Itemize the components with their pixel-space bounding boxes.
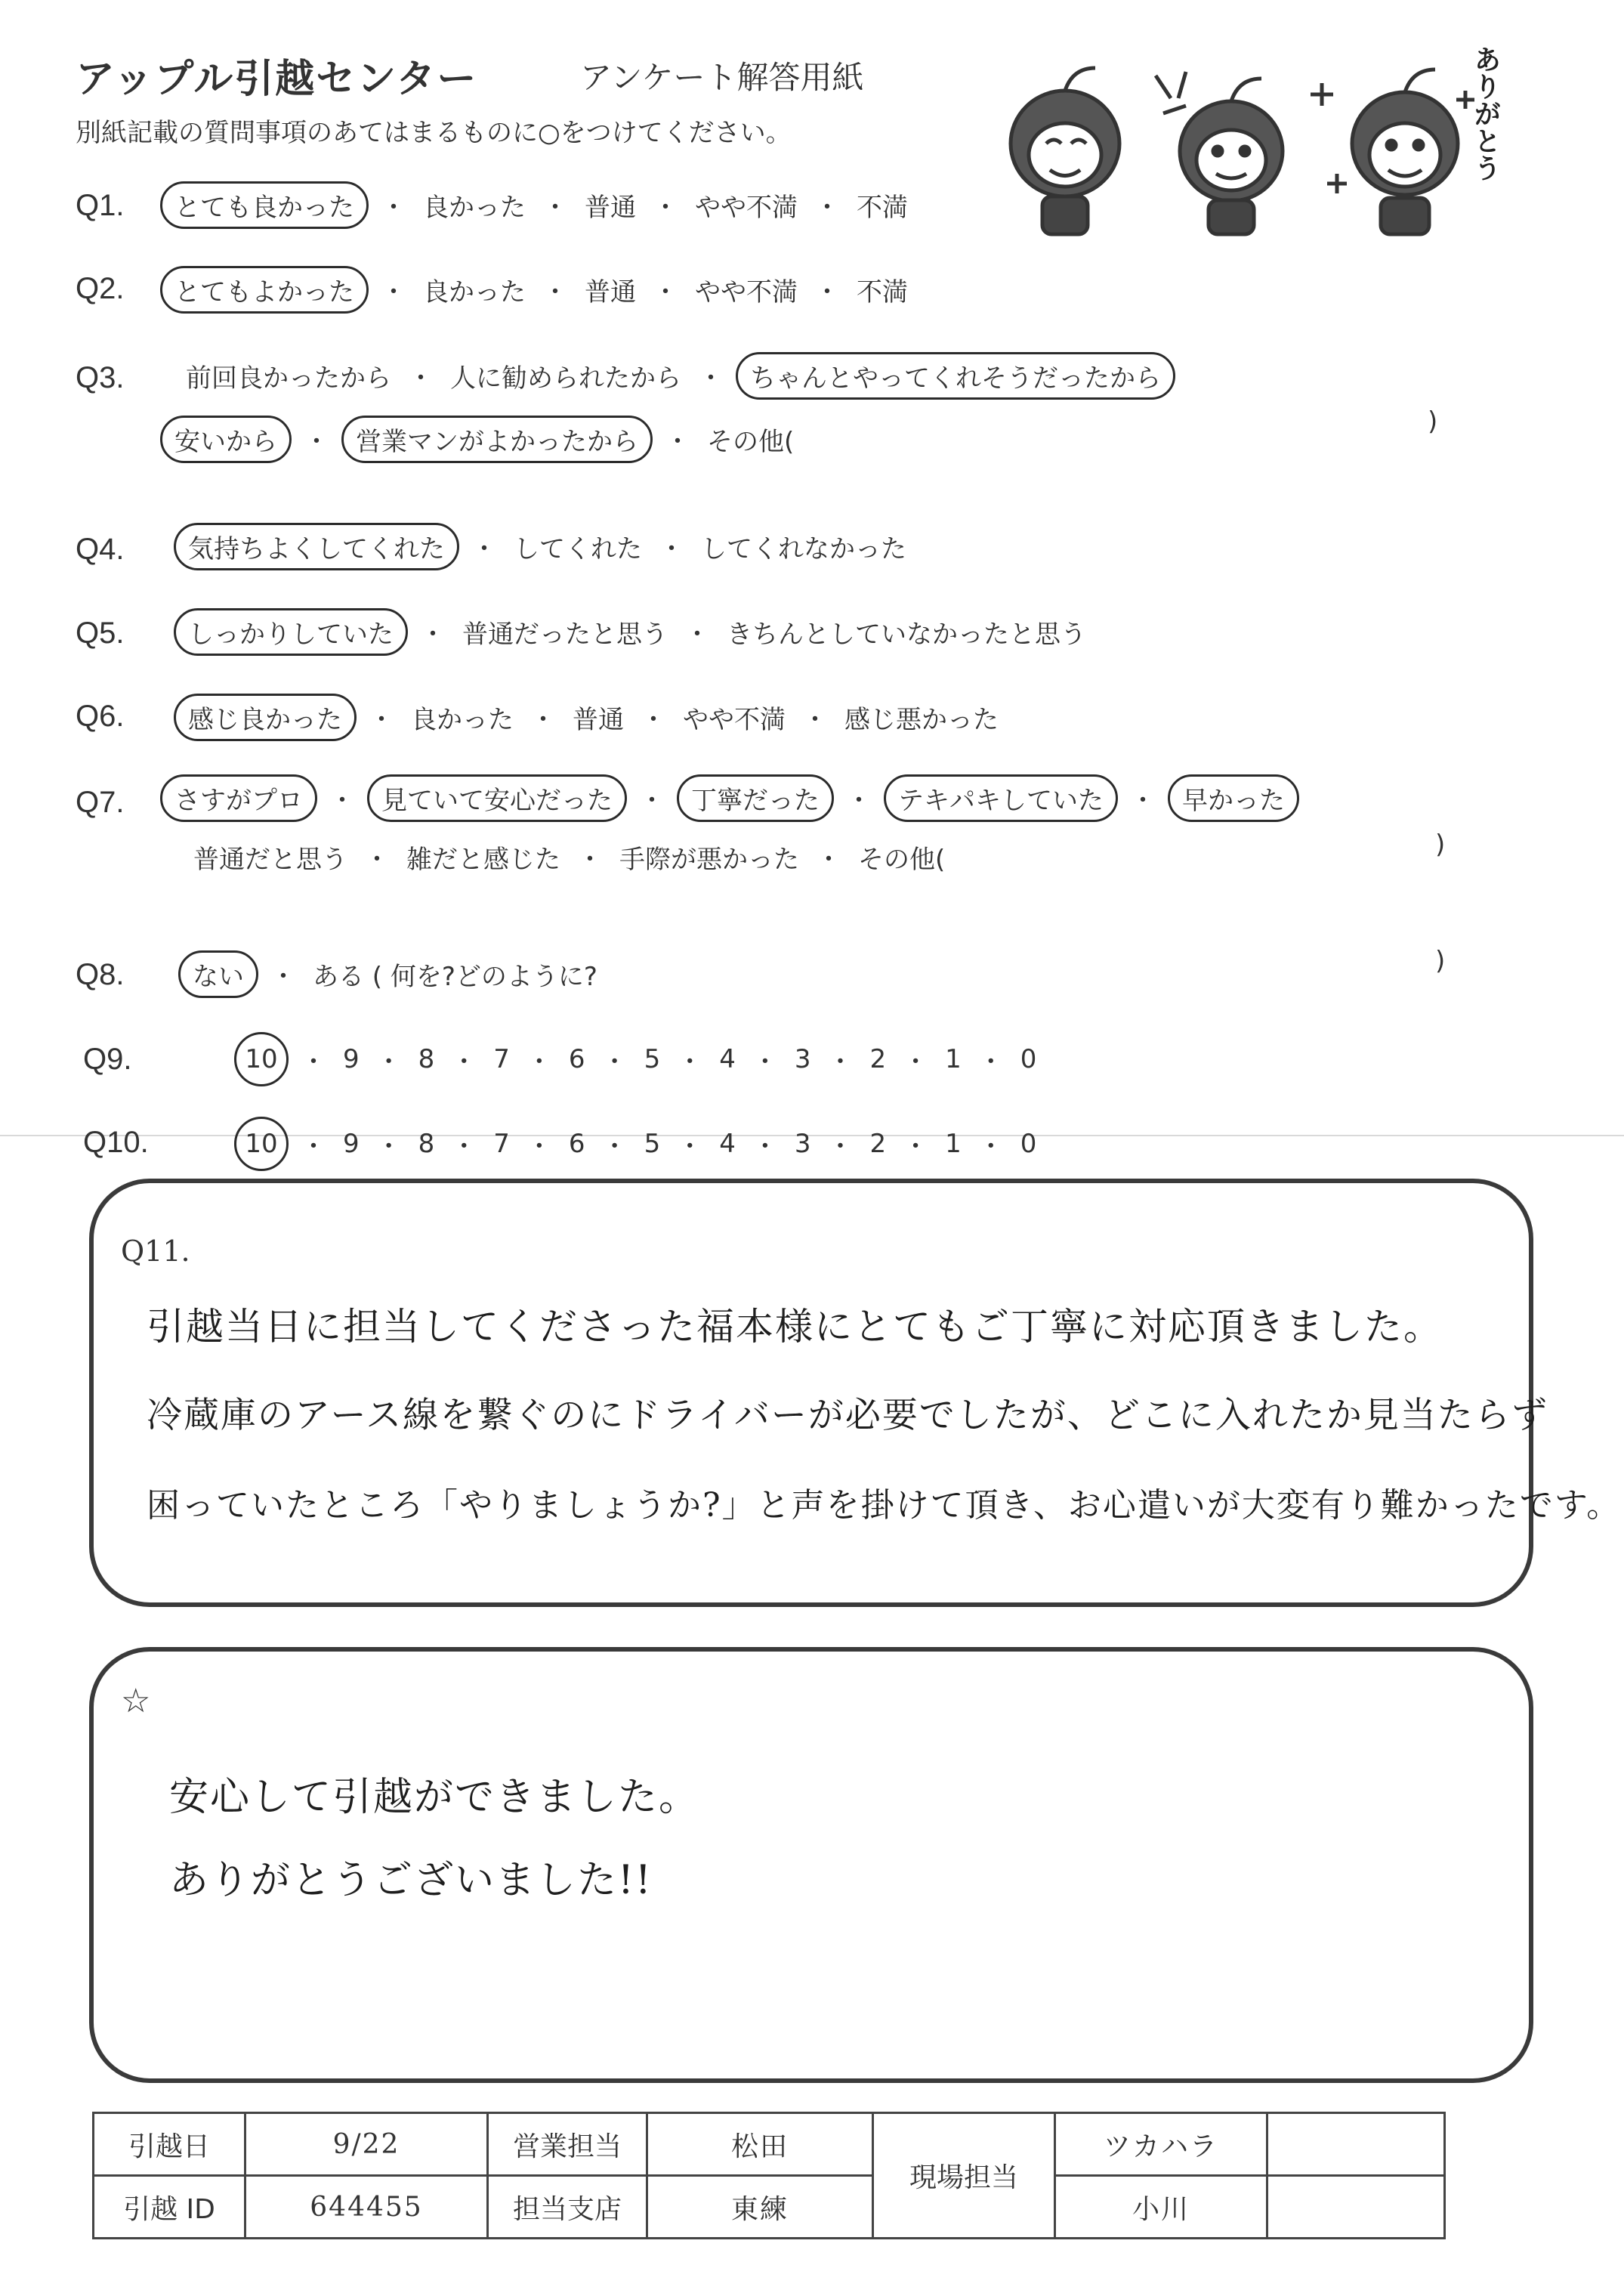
q8-label: Q8. (76, 958, 125, 991)
q5-option-3[interactable]: きちんとしていなかったと思う (727, 620, 1086, 650)
q10-scale: 10 ・ 9 ・ 8 ・ 7 ・ 6 ・ 5 ・ 4 ・ 3 ・ 2 ・ 1 ・ 0 (234, 1117, 1041, 1171)
q7-option-7[interactable]: 雑だと感じた (406, 845, 560, 875)
q3-options-line1: 前回良かったから ・ 人に勧められたから ・ ちゃんとやってくれそうだったから (181, 352, 1175, 400)
q9-option-4[interactable]: 4 (719, 1044, 736, 1074)
move-date-value[interactable]: 9/22 (245, 2113, 488, 2176)
site-rep-value-1[interactable]: ツカハラ (1055, 2113, 1267, 2176)
q7-options-line2: 普通だと思う ・ 雑だと感じた ・ 手際が悪かった ・ その他( (189, 839, 949, 876)
q10-label: Q10. (83, 1126, 149, 1159)
q3-options-line2: 安いから ・ 営業マンがよかったから ・ その他( (160, 416, 798, 463)
form-title: アップル引越センター (76, 57, 478, 102)
site-rep-label: 現場担当 (873, 2113, 1055, 2239)
q5-option-1[interactable]: しっかりしていた (174, 608, 408, 656)
q7-options-line1: さすがプロ ・ 見ていて安心だった ・ 丁寧だった ・ テキパキしていた ・ 早かった (160, 774, 1299, 822)
q6-option-5[interactable]: 感じ悪かった (844, 705, 999, 735)
q8-close-paren: ) (1435, 946, 1446, 976)
q10-option-8[interactable]: 8 (418, 1129, 435, 1159)
q4-option-2[interactable]: してくれた (514, 534, 642, 564)
sales-rep-value[interactable]: 松田 (647, 2113, 873, 2176)
site-rep-extra-1 (1267, 2113, 1445, 2176)
move-date-label: 引越日 (94, 2113, 245, 2176)
mascot-illustration (982, 30, 1511, 242)
q7-option-6[interactable]: 普通だと思う (193, 845, 347, 875)
footer-info-table (92, 2112, 1446, 2239)
q7-label: Q7. (76, 786, 125, 819)
q2-label: Q2. (76, 272, 125, 305)
q10-option-6[interactable]: 6 (568, 1129, 585, 1159)
q3-option-5[interactable]: 営業マンがよかったから (341, 416, 653, 463)
q11-line-2: 冷蔵庫のアース線を繋ぐのにドライバーが必要でしたが、どこに入れたか見当たらず (147, 1395, 1548, 1436)
q4-options: 気持ちよくしてくれた ・ してくれた ・ してくれなかった (174, 523, 911, 570)
q10-option-7[interactable]: 7 (493, 1129, 510, 1159)
q11-label: Q11. (121, 1235, 190, 1268)
q7-option-4[interactable]: テキパキしていた (884, 774, 1118, 822)
q7-option-5[interactable]: 早かった (1168, 774, 1299, 822)
q9-option-7[interactable]: 7 (493, 1044, 510, 1074)
q3-option-1[interactable]: 前回良かったから (186, 363, 391, 394)
q7-option-8[interactable]: 手際が悪かった (619, 845, 799, 875)
q7-option-3[interactable]: 丁寧だった (677, 774, 834, 822)
q10-option-9[interactable]: 9 (343, 1129, 360, 1159)
q9-option-5[interactable]: 5 (644, 1044, 661, 1074)
q9-scale: 10 ・ 9 ・ 8 ・ 7 ・ 6 ・ 5 ・ 4 ・ 3 ・ 2 ・ 1 ・ 0 (234, 1032, 1041, 1086)
q2-option-3[interactable]: 普通 (585, 277, 636, 307)
q1-options: とても良かった ・ 良かった ・ 普通 ・ やや不満 ・ 不満 (160, 181, 912, 229)
q5-option-2[interactable]: 普通だったと思う (462, 620, 668, 650)
q10-option-2[interactable]: 2 (869, 1129, 887, 1159)
q6-option-2[interactable]: 良かった (411, 705, 514, 735)
q5-label: Q5. (76, 617, 125, 650)
q10-option-3[interactable]: 3 (794, 1129, 811, 1159)
star-line-1: 安心して引越ができました。 (169, 1775, 700, 1820)
q9-option-1[interactable]: 1 (945, 1044, 962, 1074)
branch-value[interactable]: 東練 (647, 2176, 873, 2239)
q9-option-2[interactable]: 2 (869, 1044, 887, 1074)
q2-option-4[interactable]: やや不満 (695, 277, 798, 307)
q7-close-paren: ) (1435, 830, 1446, 860)
q9-option-8[interactable]: 8 (418, 1044, 435, 1074)
q6-options: 感じ良かった ・ 良かった ・ 普通 ・ やや不満 ・ 感じ悪かった (174, 694, 1003, 741)
q8-option-2[interactable]: ある ( 何を?どのように? (313, 962, 597, 992)
q1-option-1[interactable]: とても良かった (160, 181, 369, 229)
comment-box-star[interactable] (89, 1647, 1533, 2083)
q3-option-2[interactable]: 人に勧められたから (450, 363, 681, 394)
site-rep-value-2[interactable]: 小川 (1055, 2176, 1267, 2239)
q9-option-0[interactable]: 0 (1020, 1044, 1037, 1074)
q11-line-1: 引越当日に担当してくださった福本様にとてもご丁寧に対応頂きました。 (147, 1305, 1443, 1349)
q6-label: Q6. (76, 700, 125, 733)
q3-option-6[interactable]: その他( (707, 427, 795, 457)
q10-option-1[interactable]: 1 (945, 1129, 962, 1159)
move-id-label: 引越 ID (94, 2176, 245, 2239)
q6-option-4[interactable]: やや不満 (683, 705, 786, 735)
q1-option-4[interactable]: やや不満 (695, 193, 798, 223)
star-icon: ☆ (121, 1682, 151, 1720)
q8-option-1[interactable]: ない (178, 950, 258, 998)
q11-comment-box[interactable] (89, 1179, 1622, 1607)
q1-option-5[interactable]: 不満 (857, 193, 908, 223)
q11-line-3: 困っていたところ「やりましょうか?」と声を掛けて頂き、お心遣いが大変有り難かったです。 (147, 1486, 1622, 1525)
q6-option-3[interactable]: 普通 (573, 705, 624, 735)
q10-option-5[interactable]: 5 (644, 1129, 661, 1159)
q2-option-2[interactable]: 良かった (423, 277, 526, 307)
mascot-monkeys-icon (982, 30, 1511, 242)
q3-option-3[interactable]: ちゃんとやってくれそうだったから (736, 352, 1175, 400)
q9-option-10[interactable]: 10 (234, 1032, 289, 1086)
q3-close-paren: ) (1428, 406, 1438, 437)
sales-rep-label: 営業担当 (488, 2113, 647, 2176)
instruction-text: 別紙記載の質問事項のあてはまるものに○をつけてください。 (76, 118, 792, 148)
q10-option-4[interactable]: 4 (719, 1129, 736, 1159)
q2-options: とてもよかった ・ 良かった ・ 普通 ・ やや不満 ・ 不満 (160, 266, 912, 314)
move-id-value[interactable]: 644455 (245, 2176, 488, 2239)
q9-option-9[interactable]: 9 (343, 1044, 360, 1074)
q8-options: ない ・ ある ( 何を?どのように? (178, 950, 602, 998)
q3-option-4[interactable]: 安いから (160, 416, 292, 463)
star-line-2: ありがとうございました!! (169, 1858, 653, 1903)
q10-option-10[interactable]: 10 (234, 1117, 289, 1171)
q9-option-6[interactable]: 6 (568, 1044, 585, 1074)
q9-option-3[interactable]: 3 (794, 1044, 811, 1074)
q1-option-2[interactable]: 良かった (423, 193, 526, 223)
q9-label: Q9. (83, 1043, 132, 1076)
q2-option-5[interactable]: 不満 (857, 277, 908, 307)
q7-option-2[interactable]: 見ていて安心だった (367, 774, 627, 822)
q2-option-1[interactable]: とてもよかった (160, 266, 369, 314)
q4-option-3[interactable]: してくれなかった (701, 534, 906, 564)
q6-option-1[interactable]: 感じ良かった (174, 694, 357, 741)
q3-label: Q3. (76, 361, 125, 394)
q10-option-0[interactable]: 0 (1020, 1129, 1037, 1159)
form-subtitle: アンケート解答用紙 (580, 59, 864, 96)
site-rep-extra-2 (1267, 2176, 1445, 2239)
q7-option-1[interactable]: さすがプロ (160, 774, 317, 822)
q5-options: しっかりしていた ・ 普通だったと思う ・ きちんとしていなかったと思う (174, 608, 1091, 656)
q4-label: Q4. (76, 533, 125, 566)
q1-option-3[interactable]: 普通 (585, 193, 636, 223)
thanks-badge: ありがとう (1470, 45, 1501, 181)
branch-label: 担当支店 (488, 2176, 647, 2239)
q4-option-1[interactable]: 気持ちよくしてくれた (174, 523, 459, 570)
q7-option-9[interactable]: その他( (858, 845, 946, 875)
q1-label: Q1. (76, 189, 125, 222)
